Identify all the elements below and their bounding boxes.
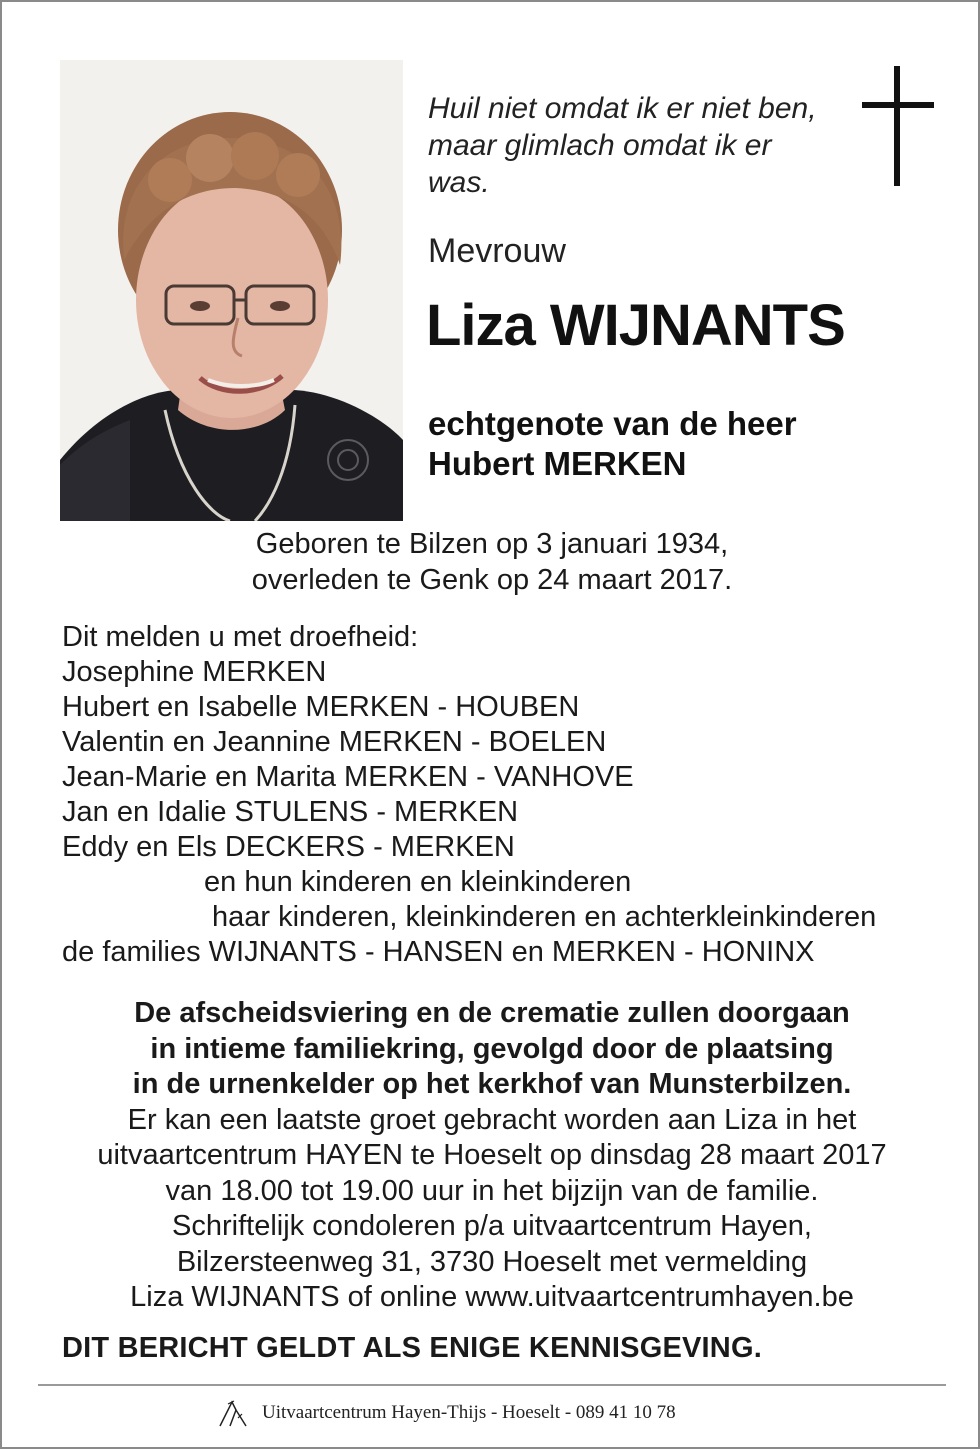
ceremony-line: Bilzersteenweg 31, 3730 Hoeselt met vermelding: [176, 1245, 808, 1278]
cross-icon: [860, 64, 936, 188]
ceremony-bold-line: in de urnenkelder op het kerkhof van Munsterbilzen.: [132, 1068, 852, 1100]
quote: [428, 90, 858, 201]
mourner-name: Valentin en Jeannine MERKEN - BOELEN: [62, 726, 607, 758]
ceremony-line: Liza WIJNANTS of online www.uitvaartcentrumhayen.be: [130, 1281, 854, 1313]
ceremony-info: [2, 996, 980, 1316]
families-line: de families WIJNANTS - HANSEN en MERKEN - HONINX: [62, 936, 815, 968]
deceased-name: Liza WIJNANTS: [426, 293, 845, 358]
ceremony-line: Er kan een laatste groet gebracht worden aan Liza in het: [127, 1103, 857, 1136]
ceremony-line: van 18.00 tot 19.00 uur in het bijzijn van de familie.: [165, 1174, 819, 1207]
death-line: overleden te Genk op 24 maart 2017.: [251, 564, 733, 596]
mourner-name: Jean-Marie en Marita MERKEN - VANHOVE: [62, 761, 634, 793]
ceremony-bold-line: in intieme familiekring, gevolgd door de plaatsing: [150, 1032, 834, 1065]
grandchildren-line: haar kinderen, kleinkinderen en achterkleinkinderen: [212, 901, 877, 933]
ceremony-line: uitvaartcentrum HAYEN te Hoeselt op dinsdag 28 maart 2017: [97, 1139, 887, 1171]
spouse-line: echtgenote van de heer: [428, 405, 797, 442]
mourner-name: Jan en Idalie STULENS - MERKEN: [62, 796, 519, 828]
portrait-photo: [60, 60, 403, 521]
ceremony-line: Schriftelijk condoleren p/a uitvaartcentrum Hayen,: [172, 1210, 812, 1242]
mourner-name: Josephine MERKEN: [62, 656, 327, 688]
birth-line: Geboren te Bilzen op 3 januari 1934,: [255, 528, 729, 560]
mourners-intro: Dit melden u met droefheid:: [62, 621, 419, 653]
notice-statement: DIT BERICHT GELDT ALS ENIGE KENNISGEVING.: [62, 1332, 762, 1364]
footer-divider: [38, 1384, 946, 1386]
spouse-info: [428, 404, 797, 484]
mourner-name: Eddy en Els DECKERS - MERKEN: [62, 831, 515, 863]
spouse-line: Hubert MERKEN: [428, 445, 687, 482]
mourners-list: [62, 620, 876, 970]
honorific: Mevrouw: [428, 232, 566, 270]
footer-text: Uitvaartcentrum Hayen-Thijs - Hoeselt - 089 41 10 78: [262, 1402, 676, 1423]
quote-line: was.: [428, 166, 490, 199]
children-line: en hun kinderen en kleinkinderen: [204, 866, 632, 898]
quote-line: maar glimlach omdat ik er: [428, 129, 772, 162]
quote-line: Huil niet omdat ik er niet ben,: [428, 92, 817, 125]
ceremony-bold-line: De afscheidsviering en de crematie zullen doorgaan: [134, 997, 850, 1029]
life-dates: [2, 526, 980, 598]
mourner-name: Hubert en Isabelle MERKEN - HOUBEN: [62, 691, 580, 723]
footer: [216, 1396, 676, 1430]
hayen-logo-icon: [216, 1398, 252, 1428]
